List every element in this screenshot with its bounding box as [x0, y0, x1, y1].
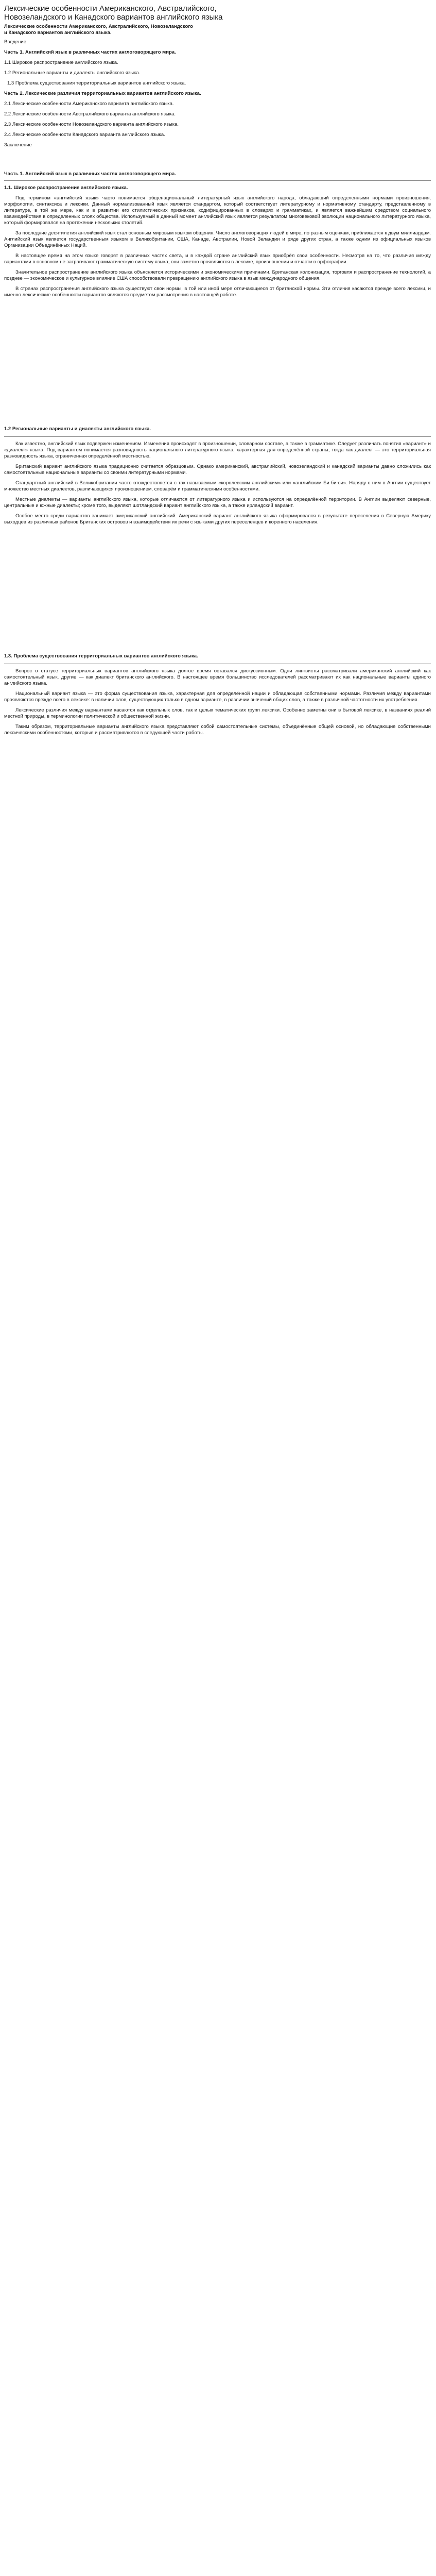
paragraph: Вопрос о статусе территориальных вариантов английского языка долгое время оставался дискуссионным. Одни лингвисты рассматривали американский английский как самостоятельный язык, другие — как диалект британского английского. В настоящее время большинство исследователей рассматривают их как национальные варианты единого английского языка.	[4, 668, 431, 686]
divider	[4, 436, 431, 437]
blank-space	[4, 152, 431, 171]
toc-item-intro: Введение	[4, 39, 27, 45]
paragraph: Особое место среди вариантов занимает американский английский. Американский вариант английского языка сформировался в результате переселения в Северную Америку выходцев из различных районов Британских островов и взаимодействия их речи с языками других переселенцев и коренного населения.	[4, 513, 431, 525]
divider	[4, 180, 431, 181]
document-title-line-2: Новозеландского и Канадского вариантов английского языка	[4, 13, 223, 22]
blank-space	[4, 530, 431, 653]
part1-heading: Часть 1. Английский язык в различных частях англоговорящего мира.	[4, 171, 176, 177]
paragraph: В странах распространения английского языка существуют свои нормы, в той или иной мере отличающиеся от британской нормы. Эти отличия касаются прежде всего лексики, и именно лексические особенности вариантов являются предметом рассмотрения в настоящей работе.	[4, 286, 431, 298]
table-of-contents	[4, 39, 431, 148]
paragraph: Местные диалекты — варианты английского языка, которые отличаются от литературного языка и используются на определённой территории. В Англии выделяют северные, центральные и южные диалекты; кроме того, выделяют шотландский вариант английского языка, а также ирландский вариант.	[4, 497, 431, 509]
toc-item-part2: Часть 2. Лексические различия территориальных вариантов английского языка.	[4, 91, 201, 96]
toc-item-2-4: 2.4 Лексические особенности Канадского варианта английского языка.	[4, 132, 165, 138]
document-page	[0, 0, 436, 751]
toc-item-2-2: 2.2 Лексические особенности Австралийского варианта английского языка.	[4, 111, 176, 117]
toc-item-1-2: 1.2 Региональные варианты и диалекты английского языка.	[4, 70, 141, 76]
section-1-1-heading: 1.1. Широкое распространение английского языка.	[4, 185, 128, 191]
toc-item-1-3: 1.3 Проблема существования территориальных вариантов английского языка.	[7, 80, 186, 86]
paragraph: Как известно, английский язык подвержен изменениям. Изменения происходят в произношении, словарном составе, а также в грамматике. Следует различать понятия «вариант» и «диалект» языка. Под вариантом понимается разновидность национального литературного языка, характерная для определённой страны, тогда как диалект — это территориальная разновидность языка, ограниченная определённой местностью.	[4, 441, 431, 459]
paragraph: В настоящее время на этом языке говорят в различных частях света, и в каждой стране английский язык приобрёл свои особенности. Несмотря на то, что различия между вариантами в основном не затрагивают грамматическую систему языка, они заметно проявляются в лексике, произношении и отчасти в орфографии.	[4, 253, 431, 265]
toc-item-part1: Часть 1. Английский язык в различных частях англоговорящего мира.	[4, 49, 176, 55]
paragraph: Таким образом, территориальные варианты английского языка представляют собой самостоятельные системы, объединённые общей основой, но обладающие собственными лексическими особенностями, которые и рассматриваются в следующей части работы.	[4, 724, 431, 736]
paragraph: Национальный вариант языка — это форма существования языка, характерная для определённой нации и обладающая собственными нормами. Различия между вариантами проявляются прежде всего в лексике: в наличии слов, существующих только в одном варианте, в различии значений общих слов, а также в различной частотности их употребления.	[4, 691, 431, 703]
paragraph: Стандартный английский в Великобритании часто отождествляется с так называемым «королевским английским» или «английским Би-би-си». Наряду с ним в Англии существует множество местных диалектов, различающихся произношением, словарём и грамматическими особенностями.	[4, 480, 431, 492]
document-title	[4, 4, 431, 22]
document-subtitle	[4, 24, 431, 36]
paragraph: Лексические различия между вариантами касаются как отдельных слов, так и целых тематических групп лексики. Особенно заметны они в бытовой лексике, в названиях реалий местной природы, в терминологии политической и общественной жизни.	[4, 707, 431, 719]
paragraph: Под термином «английский язык» часто понимается общенациональный литературный язык английского народа, обладающий определенными нормами произношения, морфологии, синтаксиса и лексики. Данный нормализованный язык является стандартом, который соответствует литературному и нормативному стандарту, представленному в литературе, в той же мере, как и в развитии его стилистических признаков, кодифицированных в словарях и грамматиках, и является важнейшим средством социального взаимодействия в определенных слоях общества. Используемый в данный момент английский язык является результатом многовековой эволюции национального литературного языка, который формировался на протяжении нескольких столетий.	[4, 195, 431, 226]
document-subtitle-line-2: и Канадского вариантов английского языка.	[4, 30, 112, 36]
section-1-3-heading: 1.3. Проблема существования территориальных вариантов английского языка.	[4, 653, 198, 659]
paragraph: Значительное распространение английского языка объясняется историческими и экономическими причинами. Британская колонизация, торговля и распространение технологий, а позднее — экономическое и культурное влияние США способствовали превращению английского языка в язык международного общения.	[4, 269, 431, 281]
blank-space	[4, 302, 431, 426]
toc-item-2-1: 2.1 Лексические особенности Американского варианта английского языка.	[4, 101, 174, 107]
document-title-line-1: Лексические особенности Американского, Австралийского,	[4, 4, 217, 13]
toc-item-2-3: 2.3 Лексические особенности Новозеландского варианта английского языка.	[4, 122, 179, 127]
toc-item-1-1: 1.1 Широкое распространение английского языка.	[4, 60, 118, 65]
section-1-2-heading: 1.2 Региональные варианты и диалекты английского языка.	[4, 426, 151, 432]
document-subtitle-line-1: Лексические особенности Американского, Австралийского, Новозеландского	[4, 24, 193, 29]
toc-item-conclusion: Заключение	[4, 142, 32, 148]
paragraph: За последние десятилетия английский язык стал основным мировым языком общения. Число англоговорящих людей в мире, по разным оценкам, приближается к двум миллиардам. Английский язык является государственным языком в Великобритании, США, Канаде, Австралии, Новой Зеландии и ряде других стран, а также одним из официальных языков Организации Объединённых Наций.	[4, 230, 431, 248]
paragraph: Британский вариант английского языка традиционно считается образцовым. Однако американский, австралийский, новозеландский и канадский варианты давно сложились как самостоятельные национальные варианты со своими литературными нормами.	[4, 464, 431, 476]
